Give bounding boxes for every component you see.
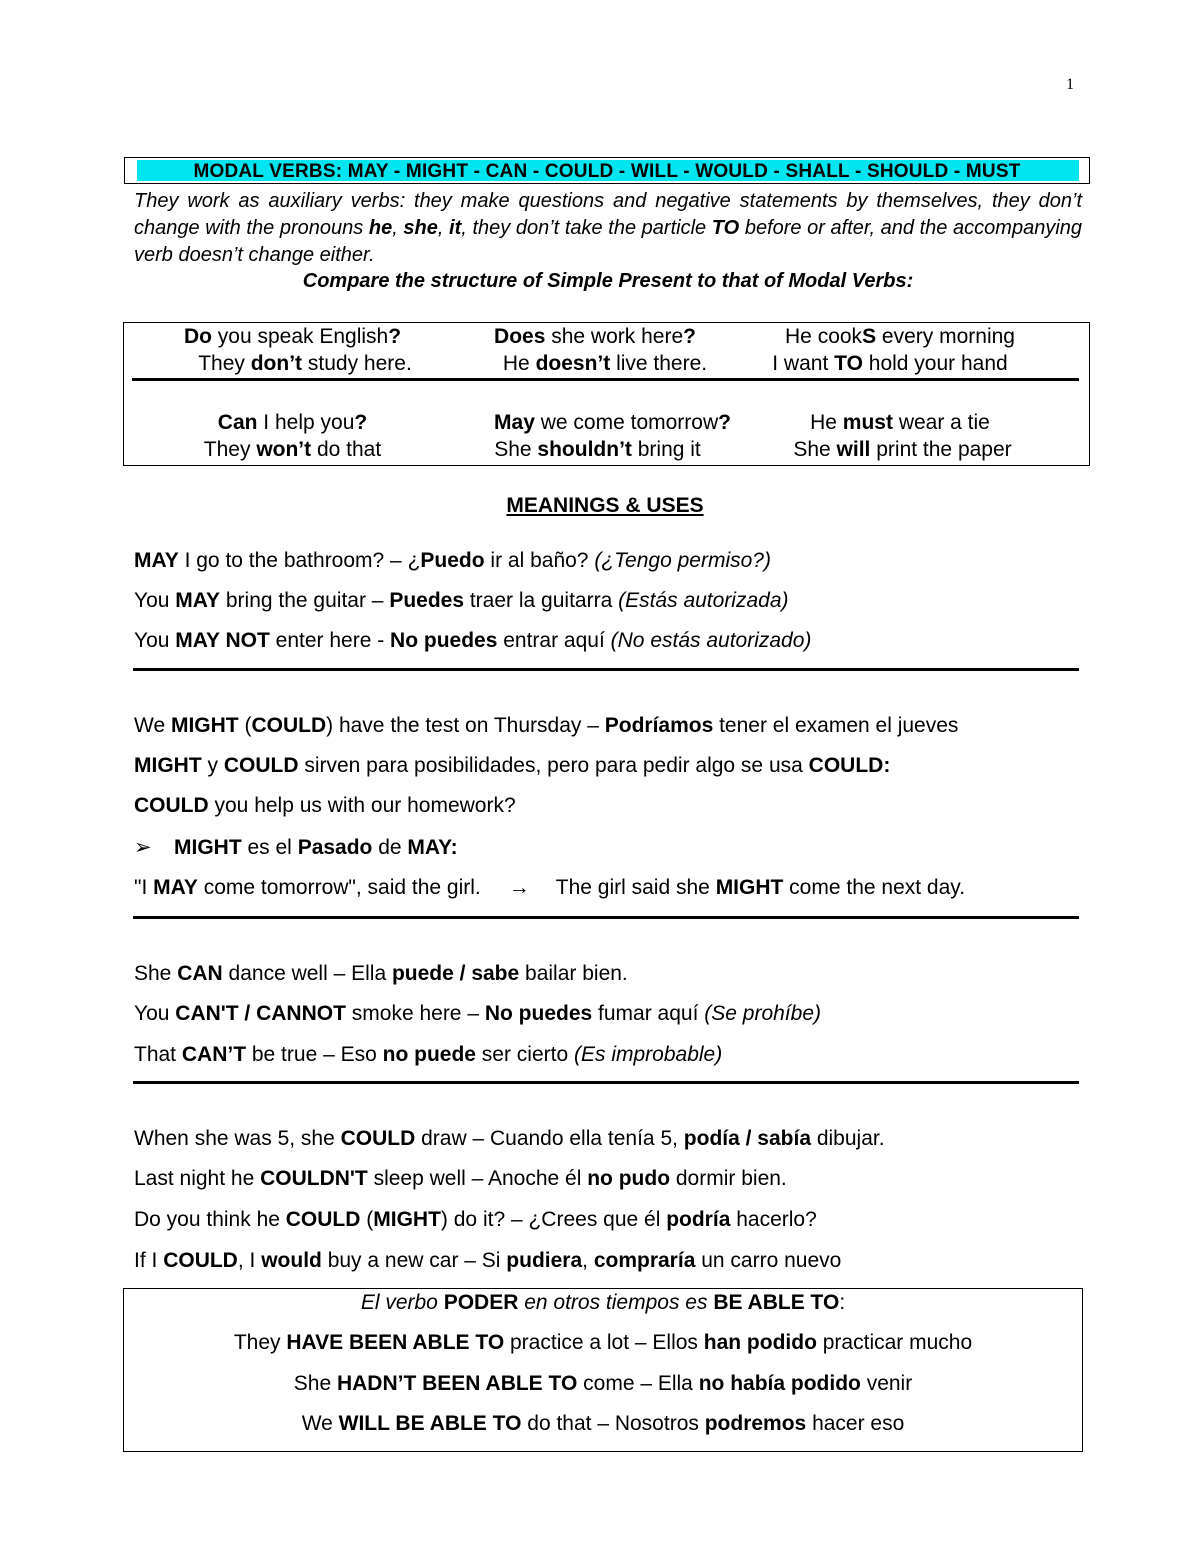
text: buy a new car – Si [321,1249,507,1272]
cell-bold: Do [183,325,212,348]
intro-bold: TO [711,217,740,239]
text: You [134,589,176,612]
italic-note: (Es improbable) [574,1043,723,1066]
section-divider [133,916,1079,919]
cell-bold: S [862,325,877,348]
cell-text: we come tomorrow [534,411,719,434]
bold-text: Podríamos [604,714,714,737]
text: We [134,714,171,737]
bold-text: HAVE BEEN ABLE TO [286,1331,505,1354]
intro-bold: he [368,217,393,239]
table-cell [755,323,1045,350]
cell-bold: shouldn’t [537,438,632,461]
example-line [134,1208,817,1232]
bold-text: podremos [704,1412,807,1435]
text: They [233,1331,287,1354]
text: come the next day. [783,876,966,899]
cell-text: you speak English [211,325,389,348]
intro-paragraph [134,188,1082,269]
bold-text: MIGHT [170,714,239,737]
table-cell [755,409,1045,436]
bullet-arrow-icon: ➢ [134,836,152,859]
bold-text: Puedo [420,549,485,572]
text: The girl said she [555,876,716,899]
intro-bold: she [403,217,438,239]
text: dormir bien. [670,1167,787,1190]
text: bailar bien. [519,962,628,985]
bold-text: BE ABLE TO [713,1291,840,1314]
example-line [134,1127,885,1151]
page-title: MODAL VERBS: MAY - MIGHT - CAN - COULD - WILL - WOULD - SHALL - SHOULD - MUST [193,161,1021,182]
cell-text: She [494,438,538,461]
compare-heading: Compare the structure of Simple Present to that of Modal Verbs: [302,270,914,292]
text: You [134,1002,176,1025]
bold-text: CAN'T / CANNOT [175,1002,346,1025]
table-divider [132,378,1079,381]
example-line [134,629,811,653]
bold-text: MAY [134,549,179,572]
text: You [134,629,176,652]
bold-text: MIGHT [174,836,242,859]
bold-text: COULD [223,754,299,777]
text: ) have the test on Thursday – [326,714,605,737]
bold-text: han podido [703,1331,817,1354]
table-cell [465,350,745,377]
example-line [134,754,890,778]
text: ir al baño? [484,549,595,572]
text: ( [360,1208,374,1231]
cell-text: I help you [257,411,355,434]
bold-text: no puede [382,1043,476,1066]
section-title: MEANINGS & USES [506,494,704,517]
bold-text: compraría [593,1249,696,1272]
text: I go to the bathroom? – ¿ [178,549,421,572]
bold-text: MAY [153,876,198,899]
intro-text: before or after, and the accompanying verb doesn’t change either. [134,217,1083,266]
example-line [124,1412,1082,1436]
cell-bold: doesn’t [535,352,611,375]
text: "I [134,876,154,899]
text: We [301,1412,339,1435]
text: : [839,1291,846,1314]
text: y [201,754,224,777]
text: un carro nuevo [695,1249,842,1272]
bold-text: COULD [134,794,209,817]
bold-text: MAY: [407,836,458,859]
example-line [134,1249,841,1273]
example-line [134,1002,821,1026]
example-line [134,589,789,613]
bold-text: Puedes [389,589,465,612]
table-cell [455,323,735,350]
text: tener el examen el jueves [713,714,959,737]
cell-text: do that [311,438,382,461]
text: dibujar. [811,1127,885,1150]
text: Last night he [134,1167,261,1190]
example-line [134,962,628,986]
intro-text: : they make questions and negative statements by themselves, they don’t change with the pronouns [134,190,1082,239]
page-number: 1 [1066,76,1074,93]
bold-text: COULDN'T [260,1167,368,1190]
bold-text: No puedes [390,629,498,652]
text: She [293,1372,337,1395]
table-cell [465,409,760,436]
cell-bold: ? [388,325,402,348]
text: be true – Eso [246,1043,383,1066]
bold-text: MIGHT [715,876,784,899]
bold-text: MIGHT [373,1208,441,1231]
bold-text: would [261,1249,322,1272]
cell-text: They [198,352,251,375]
italic-note: (¿Tengo permiso?) [594,549,771,572]
cell-text: bring it [631,438,701,461]
text: come tomorrow", said the girl. [197,876,481,899]
text: draw – Cuando ella tenía 5, [415,1127,684,1150]
text: de [372,836,408,859]
cell-text: I want [772,352,835,375]
table-cell [160,323,425,350]
bold-text: PODER [443,1291,519,1314]
cell-bold: ? [718,411,731,434]
right-arrow-icon: → [508,876,530,899]
bold-text: podía / sabía [683,1127,811,1150]
cell-bold: TO [834,352,863,375]
bold-text: Pasado [297,836,373,859]
cell-bold: don’t [250,352,303,375]
cell-text: They [203,438,257,461]
bullet-line [134,835,458,860]
italic-note: (Estás autorizada) [618,589,789,612]
text: If I [134,1249,164,1272]
bold-text: MAY NOT [175,629,270,652]
text: enter here - [269,629,391,652]
example-line [124,1372,1082,1396]
italic-note: (Se prohíbe) [704,1002,821,1025]
cell-bold: Can [217,411,258,434]
text: That [134,1043,182,1066]
text: She [134,962,178,985]
intro-text: , [437,217,450,239]
bold-text: pudiera [506,1249,583,1272]
table-cell [760,436,1045,463]
cell-text: He cook [785,325,863,348]
example-line [134,1043,722,1067]
cell-text: study here. [302,352,412,375]
cell-bold: won’t [256,438,312,461]
text: practice a lot – Ellos [504,1331,704,1354]
bold-text: COULD: [808,754,891,777]
example-line [134,794,516,818]
cell-text: She [793,438,837,461]
text: bring the guitar – [220,589,390,612]
text: sleep well – Anoche él [367,1167,588,1190]
italic-text: El verbo [360,1291,444,1314]
intro-text: They work as auxiliary verbs [134,190,400,212]
text: fumar aquí [592,1002,705,1025]
text: sirven para posibilidades, pero para pedir algo se usa [298,754,809,777]
cell-text: she work here [545,325,684,348]
intro-text: , [392,217,404,239]
table-cell [160,350,450,377]
text: practicar mucho [816,1331,973,1354]
cell-text: print the paper [870,438,1012,461]
bold-text: MIGHT [134,754,202,777]
title-box [124,157,1090,184]
example-line [124,1331,1082,1355]
bold-text: COULD [285,1208,361,1231]
text: hacer eso [806,1412,905,1435]
intro-text: , they don’t take the particle [461,217,712,239]
text: entrar aquí [497,629,611,652]
text: hacerlo? [730,1208,817,1231]
cell-bold: Does [494,325,546,348]
bold-text: no pudo [587,1167,671,1190]
cell-bold: ? [354,411,368,434]
table-cell [160,409,425,436]
italic-text: en otros tiempos es [518,1291,714,1314]
text: come – Ella [577,1372,699,1395]
example-line [134,714,958,738]
text: , [582,1249,594,1272]
table-cell [455,436,740,463]
bold-text: CAN [177,962,223,985]
example-line [134,1167,787,1191]
section-divider [133,668,1079,671]
text: When she was 5, she [134,1127,341,1150]
bold-text: puede / sabe [391,962,520,985]
bold-text: no había podido [698,1372,861,1395]
cell-text: live there. [610,352,708,375]
example-line [134,549,771,573]
text: you help us with our homework? [208,794,516,817]
text: venir [860,1372,913,1395]
table-cell [745,350,1035,377]
intro-bold: it [449,217,462,239]
text: ( [238,714,252,737]
bold-text: WILL BE ABLE TO [338,1412,522,1435]
cell-bold: ? [683,325,696,348]
bold-text: HADN’T BEEN ABLE TO [336,1372,578,1395]
text: ) do it? – ¿Crees que él [440,1208,667,1231]
text: ser cierto [475,1043,574,1066]
text: smoke here – [345,1002,485,1025]
cell-text: He [810,411,843,434]
bold-text: MAY [175,589,221,612]
bold-text: COULD [251,714,327,737]
cell-text: He [502,352,536,375]
cell-text: hold your hand [862,352,1008,375]
cell-bold: must [842,411,893,434]
bold-text: No puedes [484,1002,593,1025]
cell-text: wear a tie [892,411,990,434]
cell-bold: May [494,411,535,434]
section-divider [133,1081,1079,1084]
bold-text: COULD [163,1249,238,1272]
cell-text: every morning [876,325,1015,348]
table-cell [150,436,435,463]
text: , I [237,1249,262,1272]
text: do that – Nosotros [521,1412,705,1435]
cell-bold: will [836,438,871,461]
bold-text: CAN’T [181,1043,247,1066]
bold-text: COULD [340,1127,416,1150]
example-line [134,876,965,900]
box-heading [124,1291,1082,1315]
text: dance well – Ella [222,962,392,985]
text: traer la guitarra [464,589,619,612]
italic-note: (No estás autorizado) [610,629,812,652]
text: Do you think he [134,1208,286,1231]
bold-text: podría [666,1208,731,1231]
text: es el [241,836,298,859]
